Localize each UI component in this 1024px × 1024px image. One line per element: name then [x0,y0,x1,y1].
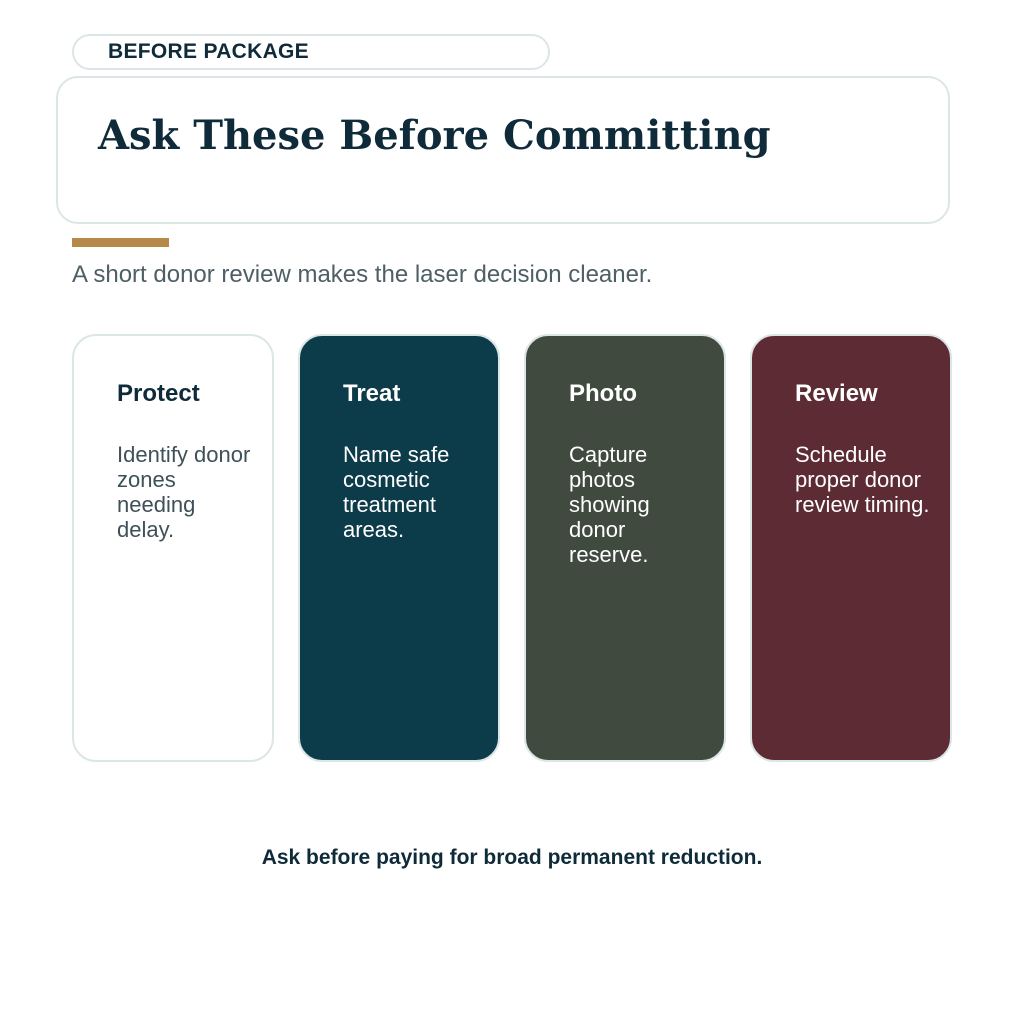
card-title: Protect [117,380,200,407]
card-treat [298,334,500,762]
card-protect [72,334,274,762]
eyebrow-label: BEFORE PACKAGE [72,34,550,70]
card-review [750,334,952,762]
card-title: Treat [343,380,401,407]
page-title: Ask These Before Committing [98,112,771,159]
card-body: Capture photos showing donor reserve. [569,442,650,567]
footer-note: Ask before paying for broad permanent reduction. [261,846,763,869]
card-body: Schedule proper donor review timing. [795,442,930,517]
accent-divider [72,238,169,247]
card-body: Name safe cosmetic treatment areas. [343,442,450,542]
card-title: Review [795,380,878,407]
title-panel [56,76,950,224]
card-title: Photo [569,380,637,407]
page-subtitle: A short donor review makes the laser decision cleaner. [72,261,653,288]
card-body: Identify donor zones needing delay. [117,442,251,542]
card-photo [524,334,726,762]
